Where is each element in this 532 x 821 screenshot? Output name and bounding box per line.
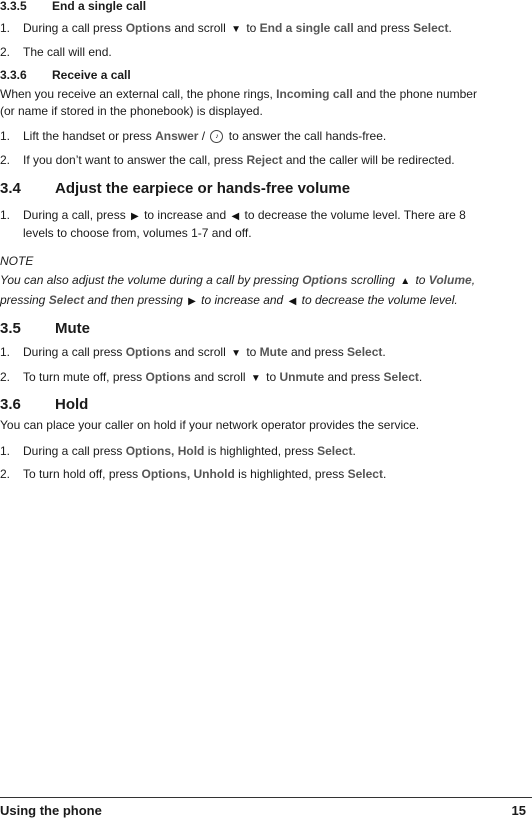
options-key-label: Options: [145, 370, 191, 384]
paragraph-line: (or name if stored in the phonebook) is displayed.: [0, 104, 263, 118]
volume-option-label: Volume: [428, 273, 472, 287]
paragraph: You can place your caller on hold if your network operator provides the service.: [0, 418, 420, 432]
select-key-label: Select: [317, 444, 353, 458]
speaker-icon: ♪: [210, 130, 223, 143]
heading-3-3-6: [0, 67, 526, 83]
list-item: 1. During a call press Options and scroll ▼ to Mute and press Select.: [0, 345, 386, 359]
list-number: 2.: [0, 153, 11, 167]
list-item: 2. The call will end.: [0, 45, 112, 59]
up-arrow-icon: ▲: [400, 276, 411, 287]
heading-number: 3.4: [0, 180, 21, 197]
heading-3-4: [0, 180, 526, 198]
down-arrow-icon: ▼: [231, 24, 241, 35]
heading-number: 3.5: [0, 320, 21, 337]
list-number: 2.: [0, 467, 11, 481]
heading-title: End a single call: [52, 0, 147, 13]
select-key-label: Select: [347, 467, 383, 481]
list-number: 1.: [0, 444, 11, 458]
list-item: 1. Lift the handset or press Answer / ♪ to answer the call hands-free.: [0, 129, 387, 143]
heading-title: Hold: [55, 396, 89, 413]
heading-number: 3.3.6: [0, 68, 27, 82]
list-item: 1. During a call, press ▶ to increase and ◀ to decrease the volume level. There are 8: [0, 208, 466, 222]
list-number: 1.: [0, 208, 11, 222]
menu-option-label: End a single call: [259, 21, 354, 35]
heading-title: Adjust the earpiece or hands-free volume: [55, 180, 351, 197]
list-item-continuation: levels to choose from, volumes 1-7 and off.: [23, 226, 252, 240]
list-item: 2. To turn mute off, press Options and scroll ▼ to Unmute and press Select.: [0, 370, 423, 384]
right-arrow-icon: ▶: [131, 211, 139, 222]
options-key-label: Options: [125, 345, 172, 359]
mute-option-label: Mute: [259, 345, 288, 359]
options-unhold-label: Options, Unhold: [141, 467, 235, 481]
heading-title: Mute: [55, 320, 90, 337]
heading-3-5: [0, 320, 526, 338]
incoming-call-label: Incoming call: [276, 87, 353, 101]
list-number: 1.: [0, 21, 11, 35]
left-arrow-icon: ◀: [231, 211, 240, 222]
list-number: 1.: [0, 129, 11, 143]
select-key-label: Select: [48, 293, 85, 307]
paragraph: When you receive an external call, the phone rings, Incoming call and the phone number: [0, 87, 477, 101]
heading-number: 3.6: [0, 396, 21, 413]
down-arrow-icon: ▼: [231, 348, 241, 359]
select-key-label: Select: [413, 21, 449, 35]
list-number: 1.: [0, 345, 11, 359]
unmute-option-label: Unmute: [279, 370, 325, 384]
page-number: 15: [511, 803, 526, 818]
list-number: 2.: [0, 370, 11, 384]
options-key-label: Options: [125, 21, 172, 35]
footer-divider: [0, 797, 532, 798]
heading-3-6: [0, 396, 526, 414]
list-item: 1. During a call press Options and scroll ▼ to End a single call and press Select.: [0, 21, 452, 35]
reject-key-label: Reject: [246, 153, 283, 167]
options-key-label: Options: [302, 273, 348, 287]
list-number: 2.: [0, 45, 11, 59]
select-key-label: Select: [383, 370, 419, 384]
note-label: NOTE: [0, 254, 34, 268]
options-hold-label: Options, Hold: [125, 444, 205, 458]
select-key-label: Select: [347, 345, 383, 359]
list-item: 1. During a call press Options, Hold is highlighted, press Select.: [0, 444, 356, 458]
note-line: pressing Select and then pressing ▶ to increase and ◀ to decrease the volume level.: [0, 293, 458, 307]
left-arrow-icon: ◀: [288, 296, 297, 307]
answer-key-label: Answer: [155, 129, 199, 143]
heading-number: 3.3.5: [0, 0, 27, 13]
footer-section-title: Using the phone: [0, 803, 102, 818]
list-item: 2. To turn hold off, press Options, Unhold is highlighted, press Select.: [0, 467, 387, 481]
heading-3-3-5: [0, 0, 526, 14]
heading-title: Receive a call: [52, 68, 131, 82]
note-line: You can also adjust the volume during a call by pressing Options scrolling ▲ to Volume,: [0, 273, 476, 287]
list-item: 2. If you don’t want to answer the call, press Reject and the caller will be redirected.: [0, 153, 455, 167]
right-arrow-icon: ▶: [188, 296, 196, 307]
down-arrow-icon: ▼: [250, 373, 261, 384]
